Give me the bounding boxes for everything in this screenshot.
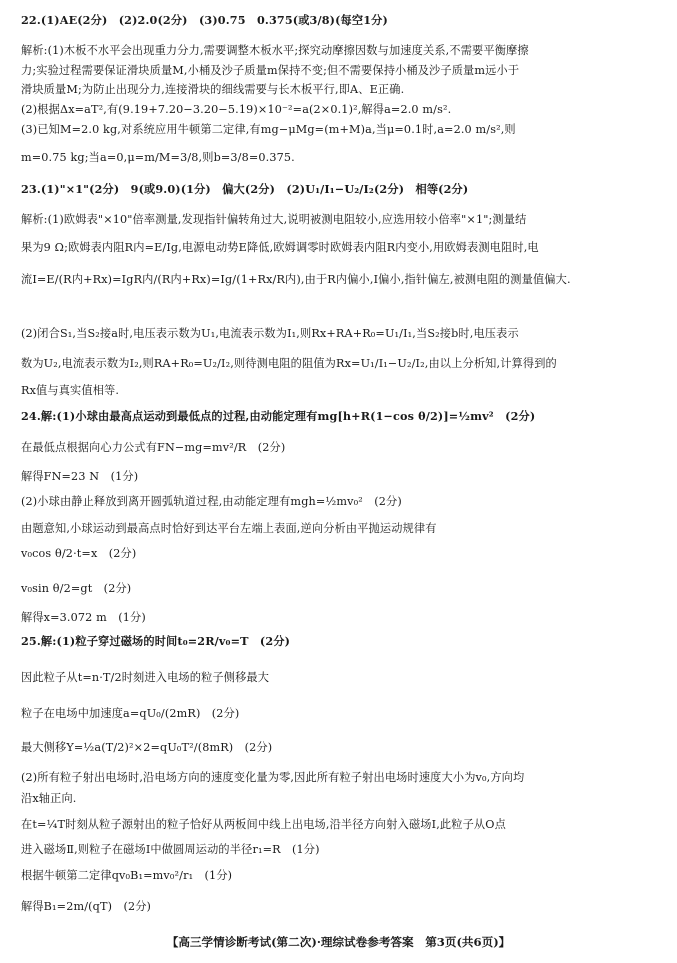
q25-part2-line-1: (2)所有粒子射出电场时,沿电场方向的速度变化量为零,因此所有粒子射出电场时速度大小为v₀,方向均	[21, 771, 525, 784]
q24-eq-horizontal: v₀cos θ/2·t=x (2分)	[21, 547, 137, 560]
q24-part1-line: 24.解:(1)小球由最高点运动到最低点的过程,由动能定理有mg[h+R(1−cos θ/2)]=½mv² (2分)	[21, 409, 536, 423]
q22-analysis-line-2: 力;实验过程需要保证滑块质量M,小桶及沙子质量m保持不变;但不需要保持小桶及沙子质量m远小于	[21, 64, 520, 77]
q23-part2-line-1: (2)闭合S₁,当S₂接a时,电压表示数为U₁,电流表示数为I₁,则Rx+RA+R₀=U₁/I₁,当S₂接b时,电压表示	[21, 327, 519, 340]
q24-part2-line: (2)小球由静止释放到离开圆弧轨道过程,由动能定理有mgh=½mv₀² (2分)	[21, 495, 402, 508]
q25-b1-result: 解得B₁=2m/(qT) (2分)	[21, 900, 152, 913]
q25-newton-line: 根据牛顿第二定律qv₀B₁=mv₀²/r₁ (1分)	[21, 869, 233, 882]
q23-analysis-line-3: 流I=E/(R内+Rx)=IgR内/(R内+Rx)=Ig/(1+Rx/R内),由于R内偏小,I偏小,指针偏左,被测电阻的测量值偏大.	[21, 273, 571, 286]
q22-analysis-line-3: 滑块质量M;为防止出现分力,连接滑块的细线需要与长木板平行,即A、E正确.	[21, 83, 405, 96]
q24-centripetal-line: 在最低点根据向心力公式有FN−mg=mv²/R (2分)	[21, 441, 286, 454]
q25-part2-line-4: 进入磁场Ⅱ,则粒子在磁场Ⅰ中做圆周运动的半径r₁=R (1分)	[21, 843, 320, 856]
q23-answer-line: 23.(1)"×1"(2分) 9(或9.0)(1分) 偏大(2分) (2)U₁/I₁−U₂/I₂(2分) 相等(2分)	[21, 182, 469, 196]
q24-fn-result: 解得FN=23 N (1分)	[21, 470, 139, 483]
q25-part2-line-3: 在t=¼T时刻从粒子源射出的粒子恰好从两板间中线上出电场,沿半径方向射入磁场Ⅰ,此粒子从O点	[21, 818, 506, 831]
q24-eq-vertical: v₀sin θ/2=gt (2分)	[21, 582, 132, 595]
q23-part2-line-2: 数为U₂,电流表示数为I₂,则RA+R₀=U₂/I₂,则待测电阻的阻值为Rx=U₁/I₁−U₂/I₂,由以上分析知,计算得到的	[21, 357, 557, 370]
q22-part3-line-1: (3)已知M=2.0 kg,对系统应用牛顿第二定律,有mg−μMg=(m+M)a,当μ=0.1时,a=2.0 m/s²,则	[21, 123, 516, 136]
q23-part2-line-3: Rx值与真实值相等.	[21, 384, 120, 397]
page-footer: 【高三学情诊断考试(第二次)·理综试卷参考答案 第3页(共6页)】	[166, 935, 511, 949]
q22-part2-line: (2)根据Δx=aT²,有(9.19+7.20−3.20−5.19)×10⁻²=a(2×0.1)²,解得a=2.0 m/s².	[21, 103, 452, 116]
q25-max-offset-line: 最大侧移Y=½a(T/2)²×2=qU₀T²/(8mR) (2分)	[21, 741, 273, 754]
q25-acceleration-line: 粒子在电场中加速度a=qU₀/(2mR) (2分)	[21, 707, 240, 720]
q22-part3-line-2: m=0.75 kg;当a=0,μ=m/M=3/8,则b=3/8=0.375.	[21, 151, 295, 164]
q24-analysis-line: 由题意知,小球运动到最高点时恰好到达平台左端上表面,逆向分析由平抛运动规律有	[21, 522, 437, 535]
q22-answer-line: 22.(1)AE(2分) (2)2.0(2分) (3)0.75 0.375(或3/8)(每空1分)	[21, 13, 388, 27]
q24-x-result: 解得x=3.072 m (1分)	[21, 611, 146, 624]
q23-analysis-line-1: 解析:(1)欧姆表"×10"倍率测量,发现指针偏转角过大,说明被测电阻较小,应选用较小倍率"×1";测量结	[21, 213, 527, 226]
q22-analysis-line-1: 解析:(1)木板不水平会出现重力分力,需要调整木板水平;探究动摩擦因数与加速度关系,不需要平衡摩擦	[21, 44, 529, 57]
q25-max-offset-time: 因此粒子从t=n·T/2时刻进入电场的粒子侧移最大	[21, 671, 270, 684]
q23-analysis-line-2: 果为9 Ω;欧姆表内阻R内=E/Ig,电源电动势E降低,欧姆调零时欧姆表内阻R内变小,用欧姆表测电阻时,电	[21, 241, 539, 254]
q25-part2-line-2: 沿x轴正向.	[21, 792, 77, 805]
q25-part1-line: 25.解:(1)粒子穿过磁场的时间t₀=2R/v₀=T (2分)	[21, 634, 291, 648]
